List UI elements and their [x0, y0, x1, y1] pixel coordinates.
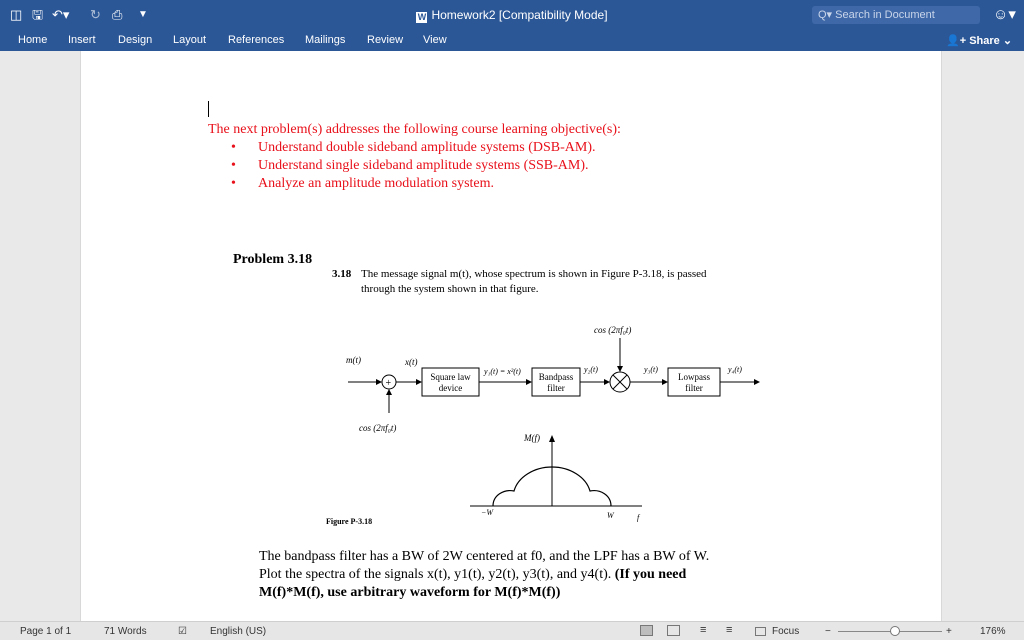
- sidebar-toggle-icon[interactable]: ◫: [10, 7, 23, 22]
- spectrum-y-arrowhead: [549, 435, 555, 442]
- problem-figure: [326, 265, 806, 531]
- figure-statement-line1: The message signal m(t), whose spectrum is shown in Figure P-3.18, is passed: [361, 268, 707, 280]
- zoom-level[interactable]: 176%: [980, 626, 1006, 637]
- status-bar: [0, 621, 1024, 640]
- objective-item: • Analyze an amplitude modulation system.: [231, 176, 495, 191]
- y2-label: y₂(t): [584, 365, 598, 374]
- body-line-2: Plot the spectra of the signals x(t), y1(t), y2(t), y3(t), and y4(t). (If you need: [259, 567, 687, 582]
- lowpass-label: Lowpass: [678, 372, 710, 382]
- word-count[interactable]: 71 Words: [104, 626, 147, 637]
- outline-view-icon[interactable]: ≡: [700, 624, 707, 636]
- bandpass-filter-label: filter: [547, 383, 565, 393]
- web-layout-view-icon[interactable]: [667, 625, 680, 636]
- w-label: W: [607, 511, 614, 520]
- zoom-in-button[interactable]: +: [946, 626, 952, 637]
- zoom-slider-handle[interactable]: [890, 626, 900, 636]
- proofing-icon[interactable]: ☑: [178, 626, 187, 637]
- problem-number: 3.18: [332, 268, 352, 280]
- square-law-label: Square law: [430, 372, 471, 382]
- print-icon[interactable]: ⎙: [112, 7, 123, 22]
- x-label: x(t): [405, 357, 418, 367]
- redo-icon[interactable]: ↻: [90, 7, 101, 22]
- body-line-3: M(f)*M(f), use arbitrary waveform for M(f)*M(f)): [259, 585, 561, 600]
- lowpass-filter-label: filter: [685, 383, 703, 393]
- document-page[interactable]: [80, 51, 942, 621]
- print-layout-view-icon[interactable]: [640, 625, 653, 636]
- y4-arrowhead: [754, 379, 760, 385]
- mf-label: M(f): [524, 433, 540, 443]
- objective-item: • Understand single sideband amplitude systems (SSB-AM).: [231, 158, 589, 173]
- y3-label: y₃(t): [644, 365, 658, 374]
- bandpass-label: Bandpass: [538, 372, 574, 382]
- undo-icon[interactable]: ↶▾: [52, 7, 70, 22]
- search-input[interactable]: [812, 6, 980, 24]
- adder-plus: +: [385, 378, 392, 389]
- zoom-out-button[interactable]: −: [825, 626, 831, 637]
- text-cursor: [208, 101, 209, 117]
- cos-bottom-arrowhead: [386, 389, 392, 395]
- word-document-icon: W: [417, 12, 427, 22]
- x-arrowhead: [416, 379, 422, 385]
- customize-toolbar-icon[interactable]: ▼: [138, 9, 148, 20]
- tab-references[interactable]: References: [228, 34, 285, 46]
- cos-bottom-label: cos (2πf₀t): [359, 423, 397, 433]
- share-button[interactable]: 👤+ Share ⌄: [946, 35, 1013, 47]
- objective-intro: The next problem(s) addresses the following course learning objective(s):: [208, 122, 621, 137]
- ribbon-tabs: [0, 30, 1024, 51]
- cos-top-arrowhead: [617, 366, 623, 372]
- problem-body: [259, 548, 839, 602]
- f-label: f: [637, 513, 640, 522]
- y1-label: y₁(t) = x²(t): [484, 367, 521, 376]
- draft-view-icon[interactable]: ≡: [726, 624, 733, 636]
- focus-icon[interactable]: [755, 627, 766, 636]
- focus-mode-button[interactable]: Focus: [772, 626, 800, 637]
- y4-label: y₄(t): [728, 365, 742, 374]
- tab-view[interactable]: View: [423, 34, 447, 46]
- device-label: device: [438, 383, 463, 393]
- title-bar: [0, 0, 1024, 30]
- tab-review[interactable]: Review: [367, 34, 404, 46]
- feedback-smiley-icon[interactable]: ☺▾: [993, 6, 1016, 23]
- tab-design[interactable]: Design: [118, 34, 153, 46]
- bullet: •: [231, 140, 236, 155]
- tab-mailings[interactable]: Mailings: [305, 34, 346, 46]
- problem-title: Problem 3.18: [233, 252, 313, 267]
- search-placeholder: Search in Document: [835, 9, 935, 21]
- input-arrowhead: [376, 379, 382, 385]
- y1-arrowhead: [526, 379, 532, 385]
- cos-top-label: cos (2πf₀t): [594, 325, 632, 335]
- language[interactable]: English (US): [210, 626, 267, 637]
- save-icon[interactable]: 🖫: [32, 7, 44, 22]
- y3-arrowhead: [662, 379, 668, 385]
- document-canvas[interactable]: [0, 51, 1024, 621]
- objective-item: • Understand double sideband amplitude systems (DSB-AM).: [231, 140, 596, 155]
- tab-layout[interactable]: Layout: [173, 34, 207, 46]
- search-icon: Q▾: [818, 9, 833, 21]
- chevron-down-icon: ⌄: [1002, 35, 1013, 47]
- bullet: •: [231, 176, 236, 191]
- page-count[interactable]: Page 1 of 1: [20, 626, 72, 637]
- tab-home[interactable]: Home: [18, 34, 48, 46]
- figure-statement-line2: through the system shown in that figure.: [361, 283, 539, 295]
- add-person-icon: 👤+: [946, 35, 967, 47]
- y2-arrowhead: [604, 379, 610, 385]
- window-title: W Homework2 [Compatibility Mode]: [417, 8, 608, 22]
- tab-insert[interactable]: Insert: [68, 34, 96, 46]
- figure-caption: Figure P-3.18: [326, 517, 373, 526]
- m-label: m(t): [346, 355, 361, 365]
- body-line-1: The bandpass filter has a BW of 2W centered at f0, and the LPF has a BW of W.: [259, 549, 710, 564]
- minus-w-label: −W: [481, 508, 494, 517]
- bullet: •: [231, 158, 236, 173]
